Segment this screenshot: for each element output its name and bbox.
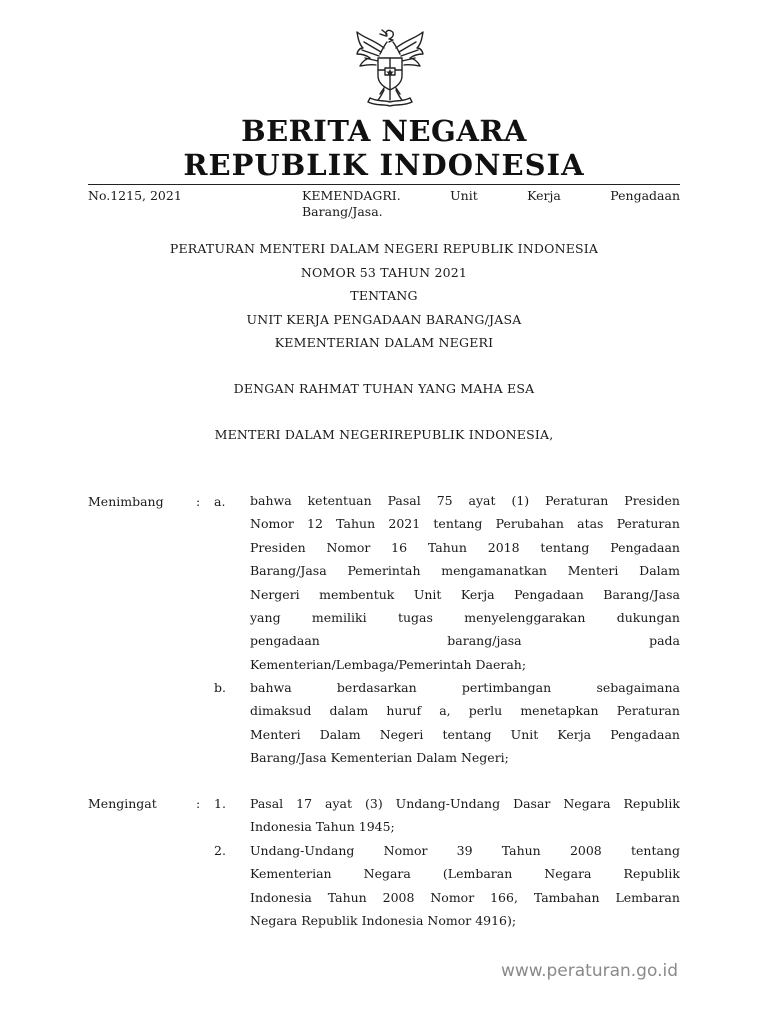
preamble-menteri: MENTERI DALAM NEGERIREPUBLIK INDONESIA, — [214, 427, 554, 442]
word: Republik — [623, 796, 680, 811]
paragraph-line — [250, 606, 680, 629]
word: Undang-Undang — [250, 843, 355, 858]
word: Lembaran — [615, 889, 680, 905]
paragraph-last-line: Indonesia Tahun 1945; — [250, 819, 395, 835]
word: 166, — [490, 889, 518, 905]
word: Pengadaan — [514, 586, 584, 602]
word: 17 — [296, 796, 313, 811]
footer-url: www.peraturan.go.id — [500, 961, 678, 981]
word: Undang-Undang — [395, 796, 501, 811]
institution-word: Pengadaan — [610, 188, 680, 203]
paragraph-line — [250, 862, 680, 885]
word: Unit — [413, 586, 442, 602]
word: Negara — [363, 866, 411, 882]
word: Peraturan — [545, 493, 609, 508]
menimbang-marker-a: a. — [214, 494, 226, 509]
word: a, — [439, 703, 451, 719]
word: atas — [577, 516, 604, 532]
regulation-tentang: TENTANG — [350, 288, 418, 303]
paragraph-last-line: Kementerian/Lembaga/Pemerintah Daerah; — [250, 656, 527, 672]
word: Negeri — [379, 726, 424, 742]
garuda-emblem-icon — [354, 28, 426, 108]
word: Unit — [510, 726, 539, 742]
word: dimaksud — [250, 703, 312, 719]
institution-word: Unit — [450, 188, 478, 203]
word: tentang — [630, 843, 680, 858]
regulation-number: NOMOR 53 TAHUN 2021 — [300, 265, 468, 280]
mengingat-marker-1: 1. — [214, 796, 226, 811]
menimbang-marker-b: b. — [214, 680, 226, 695]
word: (3) — [364, 796, 383, 811]
mengingat-item-2 — [250, 839, 680, 933]
paragraph-line — [250, 536, 680, 559]
word: (Lembaran — [442, 866, 513, 882]
word: yang — [250, 609, 281, 625]
paragraph-line — [250, 559, 680, 582]
word: pada — [649, 633, 680, 649]
menimbang-colon: : — [196, 494, 201, 509]
word: Barang/Jasa — [603, 586, 680, 602]
word: Nomor — [326, 539, 371, 555]
word: huruf — [386, 703, 422, 719]
institution-word: Kerja — [527, 188, 561, 203]
word: tentang — [540, 539, 590, 555]
word: Tahun — [327, 889, 367, 905]
word: Dalam — [639, 563, 680, 579]
word: Menteri — [567, 563, 619, 579]
word: Nomor — [430, 889, 475, 905]
word: 16 — [391, 539, 408, 555]
word: ketentuan — [307, 493, 372, 508]
word: Pengadaan — [610, 539, 680, 555]
header-divider — [88, 184, 680, 185]
word: barang/jasa — [447, 633, 522, 649]
paragraph-line — [250, 489, 680, 512]
institution-line1 — [302, 188, 680, 204]
word: Kerja — [460, 586, 495, 602]
regulation-title: PERATURAN MENTERI DALAM NEGERI REPUBLIK INDONESIA — [169, 241, 599, 256]
word: ayat — [468, 493, 496, 508]
word: Pasal — [250, 796, 284, 811]
paragraph-line — [250, 629, 680, 652]
paragraph-line — [250, 512, 680, 535]
gazette-number: No.1215, 2021 — [88, 188, 182, 203]
word: Tahun — [427, 539, 467, 555]
word: Menteri — [250, 726, 301, 742]
mengingat-marker-2: 2. — [214, 843, 226, 858]
menimbang-item-b — [250, 676, 680, 770]
word: Pemerintah — [347, 563, 421, 579]
paragraph-last-line: Negara Republik Indonesia Nomor 4916); — [250, 913, 517, 929]
word: Perubahan — [495, 516, 564, 532]
word: menetapkan — [520, 703, 599, 719]
word: Nomor — [383, 843, 428, 858]
word: Republik — [623, 866, 680, 882]
word: memiliki — [311, 609, 367, 625]
word: Peraturan — [616, 516, 680, 532]
word: 2008 — [569, 843, 602, 858]
word: Tahun — [501, 843, 541, 858]
gazette-title-line2: REPUBLIK INDONESIA — [183, 148, 585, 182]
paragraph-last-line: Barang/Jasa Kementerian Dalam Negeri; — [250, 750, 509, 766]
word: Nergeri — [250, 586, 300, 602]
institution-word: KEMENDAGRI. — [302, 188, 401, 203]
word: tentang — [433, 516, 483, 532]
word: (1) — [511, 493, 530, 508]
paragraph-line — [250, 699, 680, 722]
word: bahwa — [250, 493, 292, 508]
word: tugas — [397, 609, 433, 625]
word: dalam — [329, 703, 369, 719]
mengingat-colon: : — [196, 796, 201, 811]
institution-line2: Barang/Jasa. — [302, 204, 383, 219]
word: Pasal — [387, 493, 421, 508]
word: Kerja — [557, 726, 592, 742]
word: tentang — [442, 726, 492, 742]
word: Barang/Jasa — [250, 563, 327, 579]
paragraph-line — [250, 723, 680, 746]
preamble-rahmat: DENGAN RAHMAT TUHAN YANG MAHA ESA — [233, 381, 535, 396]
word: Pengadaan — [610, 726, 680, 742]
paragraph-line — [250, 792, 680, 815]
paragraph-line — [250, 839, 680, 862]
word: bahwa — [250, 680, 292, 695]
word: Tambahan — [533, 889, 600, 905]
gazette-title-line1: BERITA NEGARA — [241, 114, 527, 148]
word: Peraturan — [616, 703, 680, 719]
word: dukungan — [616, 609, 680, 625]
word: Presiden — [624, 493, 680, 508]
word: perlu — [468, 703, 503, 719]
word: menyelenggarakan — [464, 609, 586, 625]
word: membentuk — [319, 586, 395, 602]
word: mengamanatkan — [441, 563, 547, 579]
word: Kementerian — [250, 866, 332, 882]
regulation-subject-line1: UNIT KERJA PENGADAAN BARANG/JASA — [246, 312, 522, 327]
word: Negara — [544, 866, 592, 882]
mengingat-label: Mengingat — [88, 796, 157, 811]
menimbang-label: Menimbang — [88, 494, 164, 509]
word: Nomor — [250, 516, 294, 532]
word: berdasarkan — [336, 680, 417, 695]
paragraph-line — [250, 886, 680, 909]
word: 2008 — [382, 889, 415, 905]
word: Tahun — [336, 516, 376, 532]
word: ayat — [325, 796, 353, 811]
word: 75 — [436, 493, 453, 508]
word: 2018 — [487, 539, 520, 555]
word: 39 — [456, 843, 473, 858]
institution-subject — [302, 188, 680, 220]
word: Dasar — [513, 796, 551, 811]
mengingat-item-1 — [250, 792, 680, 839]
paragraph-line — [250, 676, 680, 699]
paragraph-line — [250, 583, 680, 606]
word: pertimbangan — [461, 680, 552, 695]
word: Negara — [563, 796, 611, 811]
word: 2021 — [388, 516, 421, 532]
word: Presiden — [250, 539, 306, 555]
word: Dalam — [319, 726, 361, 742]
word: 12 — [307, 516, 323, 532]
regulation-subject-line2: KEMENTERIAN DALAM NEGERI — [274, 335, 494, 350]
word: pengadaan — [250, 633, 320, 649]
menimbang-item-a — [250, 489, 680, 676]
word: Indonesia — [250, 889, 312, 905]
word: sebagaimana — [596, 680, 680, 695]
